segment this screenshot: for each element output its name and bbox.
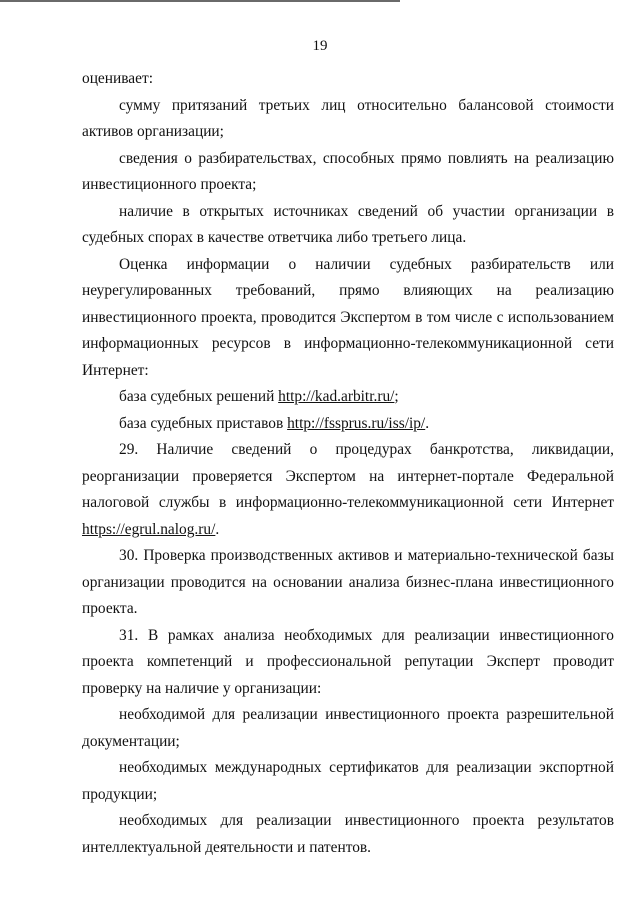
- link-egrul-nalog[interactable]: https://egrul.nalog.ru/: [82, 520, 216, 538]
- paragraph-29-text: 29. Наличие сведений о процедурах банкротства, ликвидации, реорганизации проверяется Экспертом на интернет-портале Федеральной налоговой службы в информационно-телекоммуникационной сети Интернет: [82, 441, 614, 511]
- court-decisions-label: база судебных решений: [119, 388, 279, 405]
- paragraph-30: 30. Проверка производственных активов и материально-технической базы организации проводится на основании анализа бизнес-плана инвестиционного проекта.: [82, 547, 614, 617]
- list-item-certificates: необходимых международных сертификатов для реализации экспортной продукции;: [82, 759, 614, 803]
- top-border-line: [0, 0, 400, 2]
- paragraph-court-disputes: наличие в открытых источниках сведений об участии организации в судебных спорах в качестве ответчика либо третьего лица.: [82, 202, 614, 246]
- paragraph-31: 31. В рамках анализа необходимых для реализации инвестиционного проекта компетенций и профессиональной репутации Эксперт проводит проверку на наличие у организации:: [82, 626, 614, 697]
- list-item-patents: необходимых для реализации инвестиционного проекта результатов интеллектуальной деятельности и патентов.: [82, 812, 614, 856]
- paragraph-claims: сумму притязаний третьих лиц относительно балансовой стоимости активов организации;: [82, 96, 614, 140]
- bailiffs-suffix: .: [425, 414, 430, 432]
- list-item-permits: необходимой для реализации инвестиционного проекта разрешительной документации;: [82, 706, 614, 750]
- paragraph-assessment: Оценка информации о наличии судебных разбирательств или неурегулированных требований, прямо влияющих на реализацию инвестиционного проекта, проводится Экспертом в том числе с использованием информационных ресурсов в информационно-телекоммуникационной сети Интернет:: [82, 255, 614, 379]
- bailiffs-label: база судебных приставов: [119, 414, 288, 432]
- link-fssprus[interactable]: http://fssprus.ru/iss/ip/: [287, 414, 426, 432]
- list-item-bailiffs: [82, 411, 614, 438]
- document-body: [82, 66, 614, 861]
- paragraph-proceedings: сведения о разбирательствах, способных прямо повлиять на реализацию инвестиционного проекта;: [82, 149, 614, 193]
- paragraph-29: [82, 437, 614, 543]
- list-item-court-decisions: [82, 384, 614, 411]
- court-decisions-suffix: ;: [394, 388, 399, 405]
- link-kad-arbitr[interactable]: http://kad.arbitr.ru/: [278, 388, 395, 405]
- page-number: 19: [312, 38, 328, 54]
- paragraph-29-suffix: .: [215, 520, 220, 538]
- paragraph-evaluates: оценивает:: [82, 70, 153, 87]
